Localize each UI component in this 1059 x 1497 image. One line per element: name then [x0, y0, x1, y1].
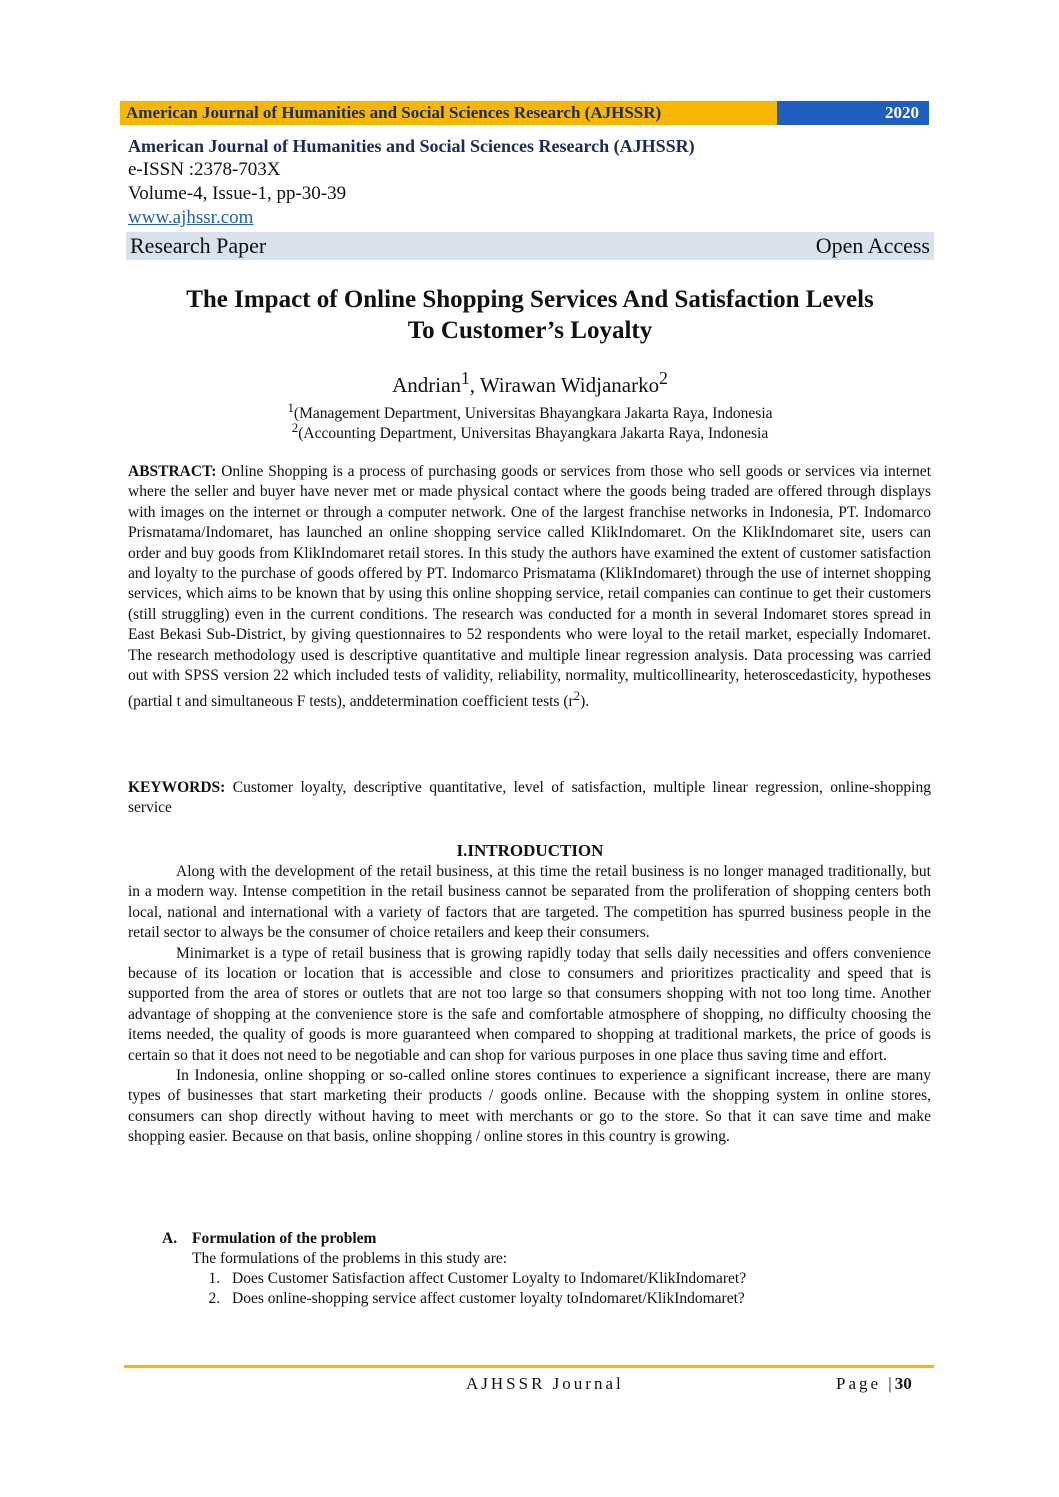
footer-page-number: 30: [894, 1374, 912, 1393]
paper-title: [126, 284, 934, 346]
access-type: Open Access: [815, 233, 930, 258]
keywords: [128, 778, 931, 819]
subsection-intro: The formulations of the problems in this study are:: [192, 1250, 508, 1267]
intro-paragraph-2: Minimarket is a type of retail business that is growing rapidly today that sells daily necessities and offers convenience because of its location or location that is accessible and close to consumers and prioritizes practicality and speed that is supported from the area of stores or outlets that are not too large so that consumers shopping with not too long time. Another advantage of shopping at the convenience store is the safe and comfortable atmosphere of shopping, no difficulty choosing the items needed, the quality of goods is more guaranteed when compared to shopping at traditional markets, the price of goods is certain so that it does not need to be negotiable and can shop for various purposes in one place thus saving time and effort.: [128, 944, 931, 1064]
abstract-label: ABSTRACT:: [128, 463, 217, 480]
footer-page-label: Page |: [836, 1374, 895, 1393]
footer-page: [836, 1374, 912, 1394]
journal-meta: [128, 134, 928, 230]
affiliation-2-sup: 2: [291, 420, 299, 435]
authors: [126, 368, 934, 398]
journal-title: American Journal of Humanities and Social Sciences Research (AJHSSR): [128, 136, 695, 156]
introduction-heading: I.INTRODUCTION: [456, 841, 604, 860]
introduction-body: [128, 862, 931, 1148]
subsection-label: A.: [162, 1230, 178, 1247]
footer-rule: [124, 1365, 934, 1368]
header-year: 2020: [777, 101, 929, 125]
abstract-text: Online Shopping is a process of purchasing goods or services from those who sell goods or services via internet where the seller and buyer have never met or made physical contact where the goods being traded are offered through displays with images on the internet or through a computer network. One of the largest franchise networks in Indonesia, PT. Indomarco Prismatama/Indomaret, has launched an online shopping service called KlikIndomaret. On the KlikIndomaret site, users can order and buy goods from KlikIndomaret retail stores. In this study the authors have examined the extent of customer satisfaction and loyalty to the purchase of goods offered by PT. Indomarco Prismatama (KlikIndomaret) through the use of internet shopping services, which aims to be known that by using this online shopping service, retail companies can continue to get their customers (still struggling) even in the current conditions. The research was conducted for a month in several Indomaret stores spread in East Bekasi Sub-District, by giving questionnaires to 52 respondents who were loyal to the retail market, especially Indomaret. The research methodology used is descriptive quantitative and multiple linear regression analysis. Data processing was carried out with SPSS version 22 which included tests of validity, reliability, normality, multicollinearity, heteroscedasticity, hypotheses (partial t and simultaneous F tests), anddetermination coefficient tests (r: [128, 463, 931, 711]
paper-type-band: [126, 232, 934, 260]
paper-type: Research Paper: [130, 233, 267, 258]
problem-list: [162, 1269, 922, 1309]
abstract: [128, 462, 931, 713]
problem-item-2: 2. Does online-shopping service affect customer loyalty toIndomaret/KlikIndomaret?: [224, 1289, 922, 1309]
subsection-title: Formulation of the problem: [192, 1230, 377, 1247]
affiliation-1-text: (Management Department, Universitas Bhayangkara Jakarta Raya, Indonesia: [293, 405, 773, 423]
author-1: Andrian: [392, 373, 461, 397]
author-1-sup: 1: [460, 368, 470, 388]
problem-formulation: [162, 1229, 922, 1309]
intro-paragraph-1: Along with the development of the retail business, at this time the retail business is no longer managed traditionally, but in a modern way. Intense competition in the retail business cannot be separated from the proliferation of shopping centers both local, national and international with a variety of factors that are targeted. The competition has spurred business people in the retail sector to always be the consumer of choice retailers and keep their consumers.: [128, 863, 931, 942]
journal-header-bar: [120, 101, 929, 125]
affiliation-2-text: (Accounting Department, Universitas Bhayangkara Jakarta Raya, Indonesia: [298, 425, 769, 443]
subsection-heading: [162, 1229, 922, 1249]
intro-paragraph-3: In Indonesia, online shopping or so-called online stores continues to experience a significant increase, there are many types of businesses that start marketing their products / goods online. Because with the shopping system in online stores, consumers can shop directly without having to meet with merchants or go to the store. So that it can save time and make shopping easier. Because on that basis, online shopping / online stores in this country is growing.: [128, 1067, 931, 1146]
footer-journal: AJHSSR Journal: [466, 1374, 624, 1393]
abstract-end: ).: [580, 693, 590, 711]
keywords-label: KEYWORDS:: [128, 779, 226, 796]
author-separator: ,: [469, 373, 480, 397]
affiliation-2: [126, 418, 934, 444]
abstract-sup: 2: [573, 688, 581, 704]
eissn: e-ISSN :2378-703X: [128, 159, 281, 180]
affiliation-1-sup: 1: [287, 400, 294, 415]
title-line-2: To Customer’s Loyalty: [407, 317, 653, 344]
website-link[interactable]: www.ajhssr.com: [128, 207, 254, 228]
keywords-text: Customer loyalty, descriptive quantitative, level of satisfaction, multiple linear regression, online-shopping service: [128, 779, 931, 817]
problem-item-1: 1. Does Customer Satisfaction affect Customer Loyalty to Indomaret/KlikIndomaret?: [224, 1269, 922, 1289]
title-line-1: The Impact of Online Shopping Services And Satisfaction Levels: [186, 286, 874, 313]
header-journal-name: American Journal of Humanities and Social Sciences Research (AJHSSR): [120, 101, 777, 125]
author-2-sup: 2: [659, 368, 668, 388]
volume-info: Volume-4, Issue-1, pp-30-39: [128, 183, 347, 204]
author-2: Wirawan Widjanarko: [479, 373, 660, 397]
